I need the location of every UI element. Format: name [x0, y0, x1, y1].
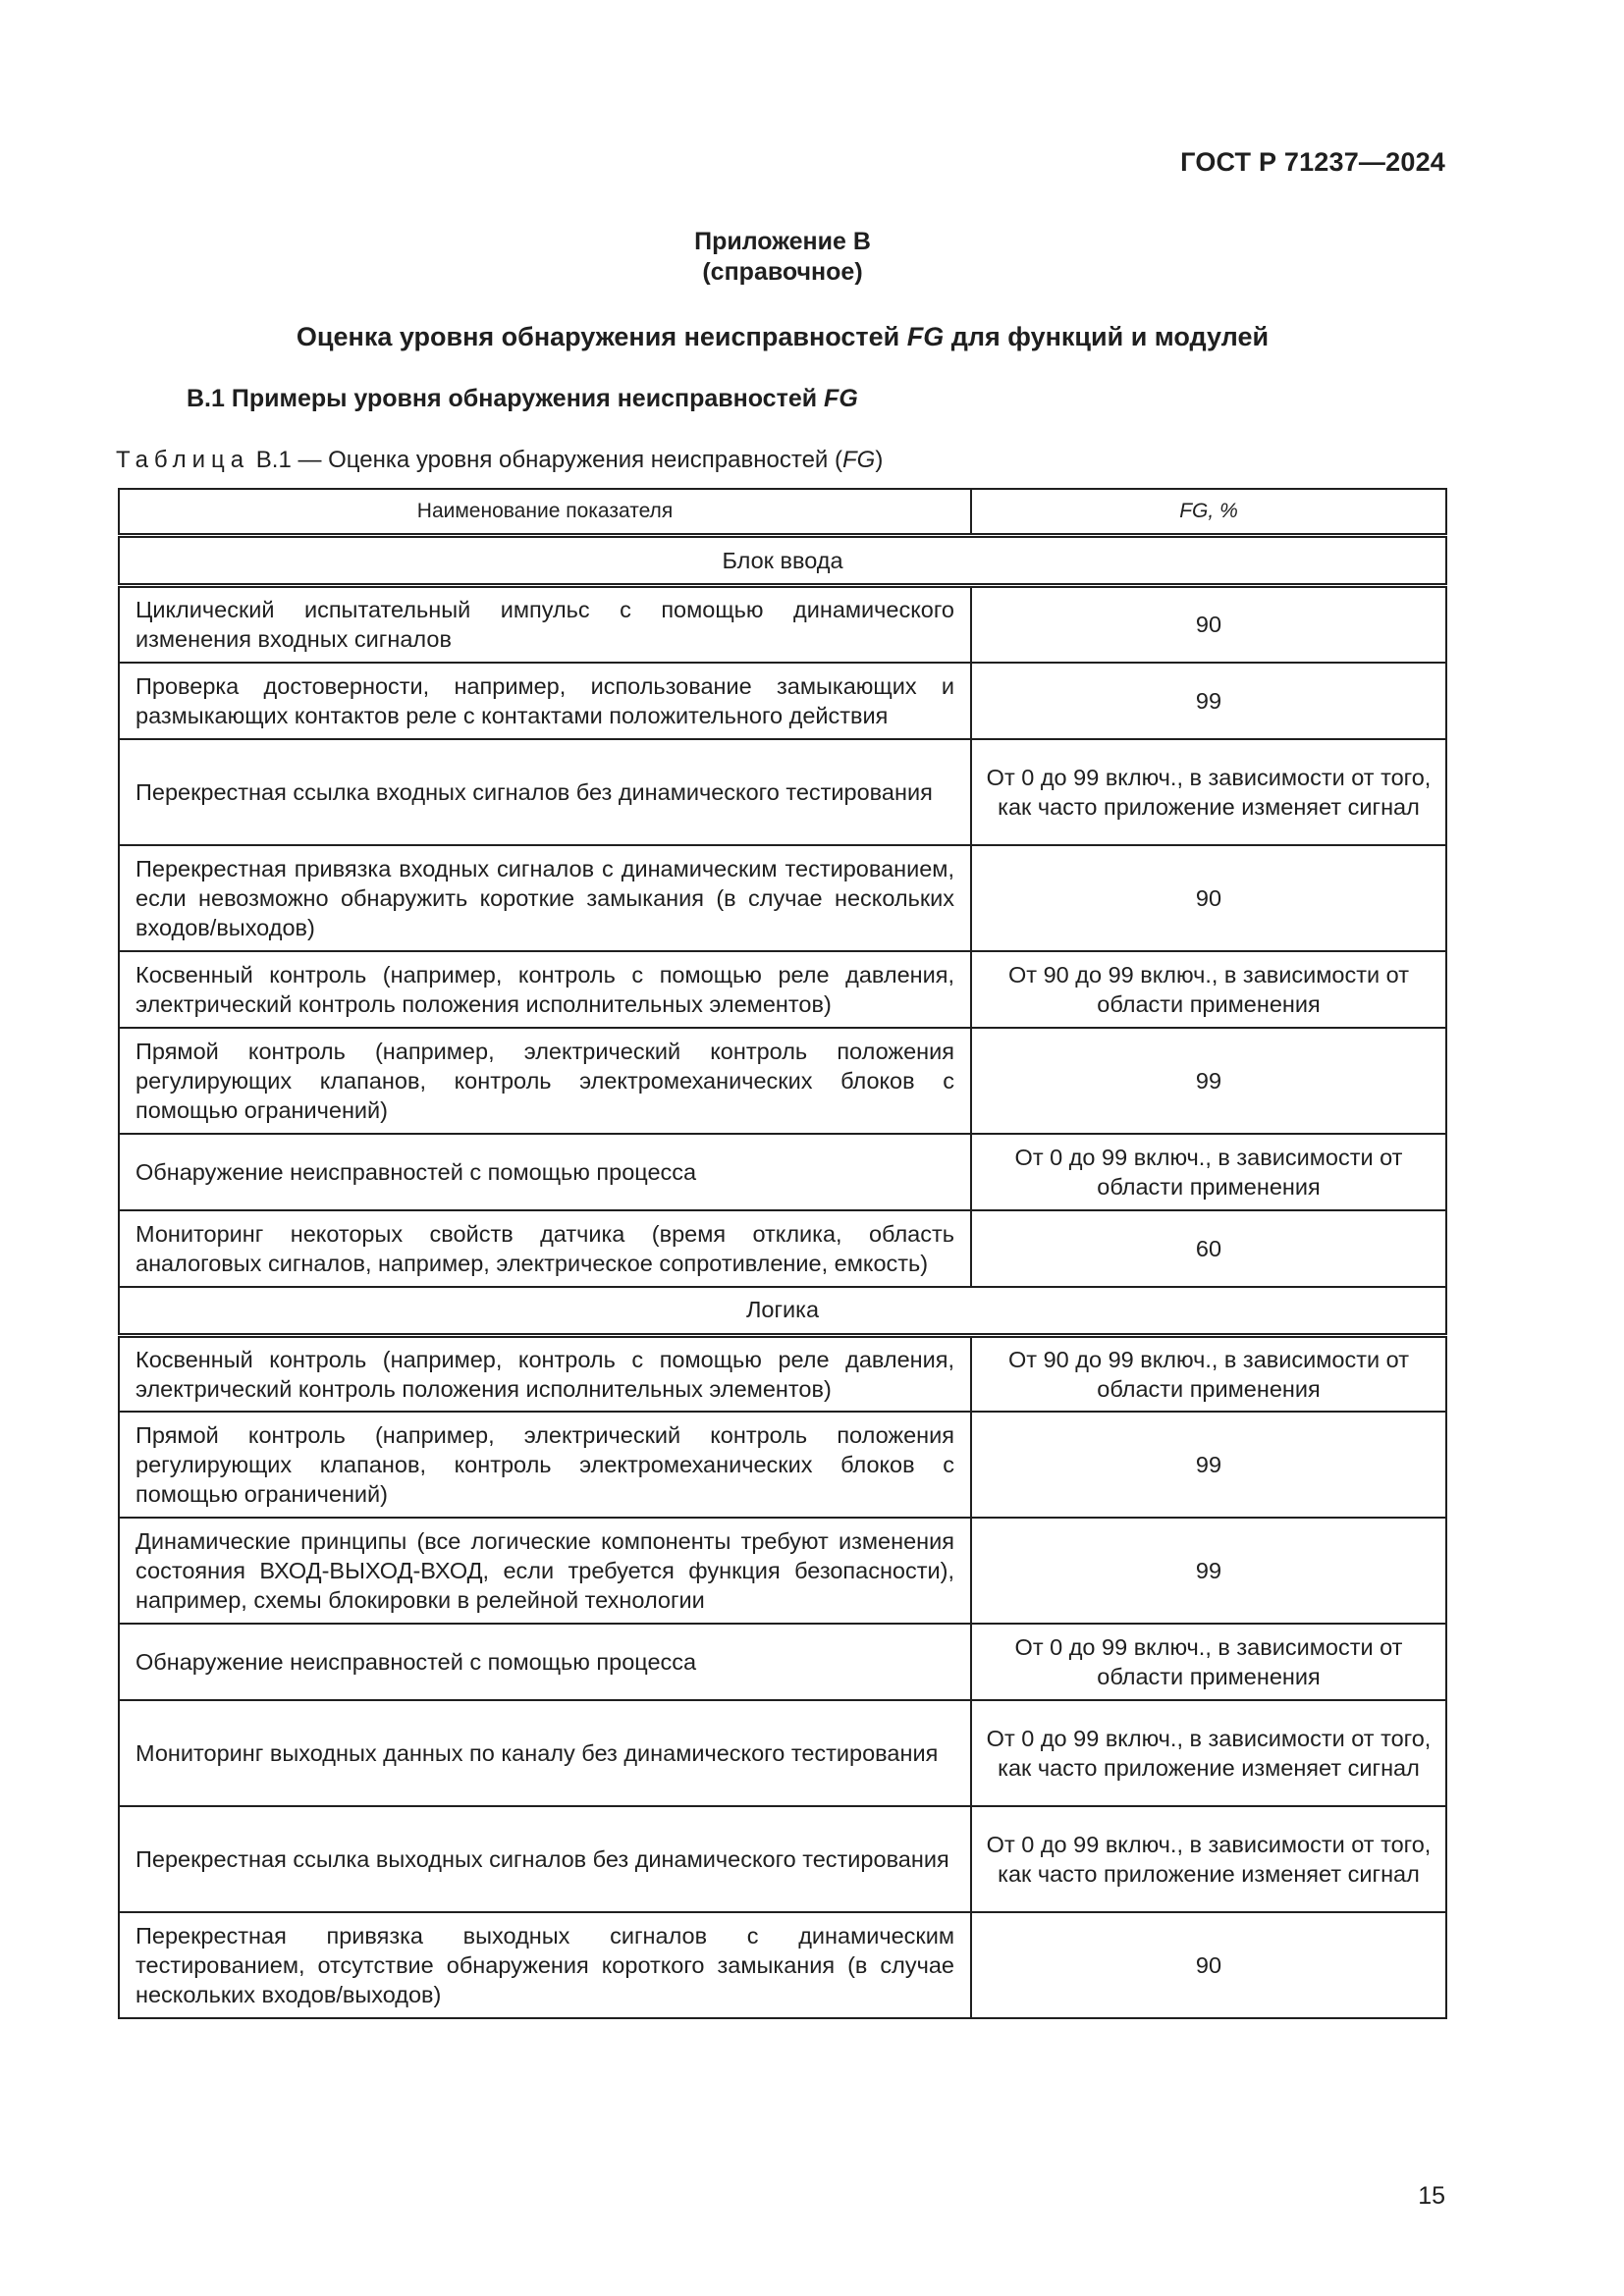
indicator-name: Косвенный контроль (например, контроль с помощью реле давления, электрический контроль положения исполнительных элементов): [119, 951, 971, 1028]
fg-value: 99: [971, 663, 1446, 739]
indicator-name: Обнаружение неисправностей с помощью процесса: [119, 1134, 971, 1210]
table-group-row: [119, 1287, 1446, 1336]
column-header-name: Наименование показателя: [119, 489, 971, 536]
table-row: [119, 1806, 1446, 1912]
table-row: [119, 951, 1446, 1028]
table-row: [119, 1912, 1446, 2018]
fg-value: 99: [971, 1412, 1446, 1518]
indicator-name: Динамические принципы (все логические компоненты требуют изменения состояния ВХОД-ВЫХОД-ВХОД, если требуется функция безопасности), например, схемы блокировки в релейной технологии: [119, 1518, 971, 1624]
table-row: [119, 1518, 1446, 1624]
indicator-name: Обнаружение неисправностей с помощью процесса: [119, 1624, 971, 1700]
table-group-row: [119, 536, 1446, 586]
fg-value: 90: [971, 586, 1446, 663]
fg-value: 90: [971, 1912, 1446, 2018]
fg-value: От 90 до 99 включ., в зависимости от области применения: [971, 951, 1446, 1028]
column-header-fg: FG, %: [971, 489, 1446, 536]
table-row: [119, 845, 1446, 951]
indicator-name: Циклический испытательный импульс с помощью динамического изменения входных сигналов: [119, 586, 971, 663]
table-row: [119, 1700, 1446, 1806]
table-row: [119, 1412, 1446, 1518]
fg-table: [118, 488, 1447, 2019]
section-heading: В.1 Примеры уровня обнаружения неисправностей FG: [187, 385, 858, 412]
page-number: 15: [1418, 2182, 1445, 2210]
fg-value: 99: [971, 1028, 1446, 1134]
table-row: [119, 1624, 1446, 1700]
indicator-name: Перекрестная ссылка выходных сигналов без динамического тестирования: [119, 1806, 971, 1912]
table-row: [119, 663, 1446, 739]
fg-value: От 0 до 99 включ., в зависимости от того, как часто приложение изменяет сигнал: [971, 739, 1446, 845]
indicator-name: Мониторинг некоторых свойств датчика (время отклика, область аналоговых сигналов, например, электрическое сопротивление, емкость): [119, 1210, 971, 1287]
annex-title: Приложение В: [694, 228, 871, 255]
table-row: [119, 586, 1446, 663]
indicator-name: Перекрестная ссылка входных сигналов без динамического тестирования: [119, 739, 971, 845]
fg-value: От 90 до 99 включ., в зависимости от области применения: [971, 1335, 1446, 1412]
table-row: [119, 739, 1446, 845]
indicator-name: Прямой контроль (например, электрический контроль положения регулирующих клапанов, контроль электромеханических блоков с помощью ограничений): [119, 1412, 971, 1518]
fg-value: От 0 до 99 включ., в зависимости от области применения: [971, 1624, 1446, 1700]
fg-value: От 0 до 99 включ., в зависимости от того, как часто приложение изменяет сигнал: [971, 1700, 1446, 1806]
fg-value: 60: [971, 1210, 1446, 1287]
table-row: [119, 1335, 1446, 1412]
table-row: [119, 1134, 1446, 1210]
fg-value: От 0 до 99 включ., в зависимости от области применения: [971, 1134, 1446, 1210]
indicator-name: Перекрестная привязка входных сигналов с динамическим тестированием, если невозможно обнаружить короткие замыкания (в случае нескольких входов/выходов): [119, 845, 971, 951]
indicator-name: Мониторинг выходных данных по каналу без динамического тестирования: [119, 1700, 971, 1806]
table-row: [119, 1210, 1446, 1287]
group-title: Блок ввода: [119, 536, 1446, 586]
fg-value: 90: [971, 845, 1446, 951]
indicator-name: Прямой контроль (например, электрический контроль положения регулирующих клапанов, контроль электромеханических блоков с помощью ограничений): [119, 1028, 971, 1134]
table-caption: Таблица В.1 — Оценка уровня обнаружения неисправностей (FG): [116, 447, 884, 473]
indicator-name: Перекрестная привязка выходных сигналов с динамическим тестированием, отсутствие обнаружения короткого замыкания (в случае нескольких входов/выходов): [119, 1912, 971, 2018]
fg-value: 99: [971, 1518, 1446, 1624]
table-header-row: [119, 489, 1446, 536]
annex-kind: (справочное): [702, 258, 863, 286]
group-title: Логика: [119, 1287, 1446, 1336]
indicator-name: Косвенный контроль (например, контроль с помощью реле давления, электрический контроль положения исполнительных элементов): [119, 1335, 971, 1412]
standard-code: ГОСТ Р 71237—2024: [1180, 147, 1445, 177]
table-row: [119, 1028, 1446, 1134]
indicator-name: Проверка достоверности, например, использование замыкающих и размыкающих контактов реле с контактами положительного действия: [119, 663, 971, 739]
fg-value: От 0 до 99 включ., в зависимости от того, как часто приложение изменяет сигнал: [971, 1806, 1446, 1912]
page-title: Оценка уровня обнаружения неисправностей FG для функций и модулей: [296, 322, 1270, 351]
